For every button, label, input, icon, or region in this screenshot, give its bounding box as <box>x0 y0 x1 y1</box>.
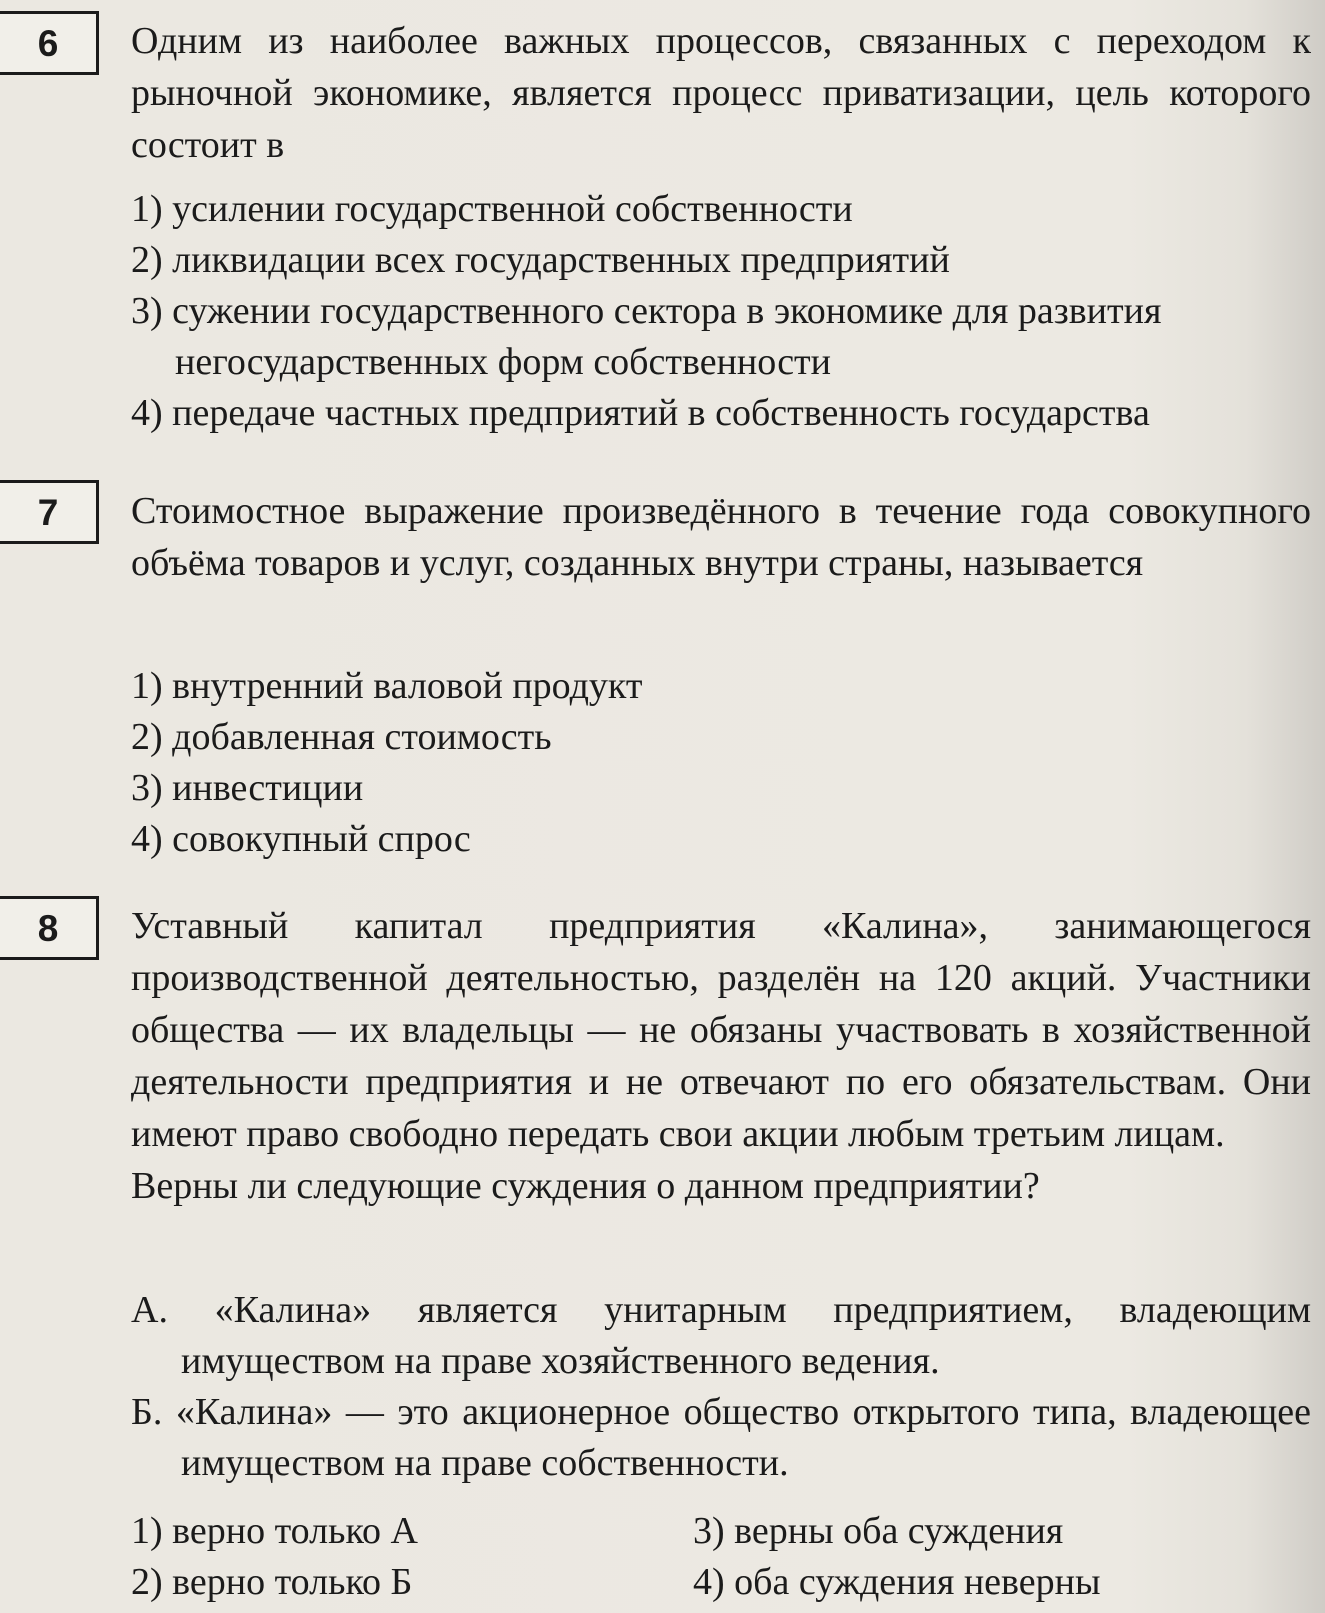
answer-option: 2) ликвидации всех государственных предприятий <box>131 239 950 281</box>
task-number-box <box>0 896 99 960</box>
answer-option: 1) усилении государственной собственности <box>131 188 853 230</box>
answer-options <box>131 184 1311 439</box>
answer-option: 4) совокупный спрос <box>131 818 471 860</box>
question-text: Уставный капитал предприятия «Калина», занимающегося производственной деятельностью, разделён на 120 акций. Участники общества — их владельцы — не обязаны участвовать в хозяйственной деятельности предприятия и не отвечают по его обязательствам. Они имеют право свободно передать свои акции любым третьим лицам. Верны ли следующие суждения о данном предприятии? <box>131 900 1311 1212</box>
answer-option: 3) верны оба суждения <box>693 1510 1064 1552</box>
answer-option: 1) верно только А <box>131 1510 418 1552</box>
task-number-box <box>0 480 99 544</box>
task-number-box <box>0 11 99 75</box>
answer-options <box>131 661 1311 865</box>
answer-option: 2) добавленная стоимость <box>131 716 552 758</box>
answer-option: 3) инвестиции <box>131 767 364 809</box>
statement-a: А. «Калина» является унитарным предприятием, владеющим имуществом на праве хозяйственного ведения. <box>131 1289 1311 1382</box>
answer-option: 2) верно только Б <box>131 1561 413 1603</box>
task-number: 6 <box>37 23 59 64</box>
task-number: 8 <box>37 908 59 949</box>
answer-option: 4) передаче частных предприятий в собственность государства <box>131 392 1150 434</box>
answer-options <box>131 1506 1311 1608</box>
statements <box>131 1285 1311 1489</box>
task-number: 7 <box>37 492 59 533</box>
question-prompt: Верны ли следующие суждения о данном предприятии? <box>131 1165 1040 1207</box>
question-text: Одним из наиболее важных процессов, связанных с переходом к рыночной экономике, является процесс приватизации, цель которого состоит в <box>131 20 1311 166</box>
answer-option: 4) оба суждения неверны <box>693 1561 1101 1603</box>
statement-b: Б. «Калина» — это акционерное общество открытого типа, владеющее имуществом на праве собственности. <box>131 1391 1311 1484</box>
answer-option: 1) внутренний валовой продукт <box>131 665 643 707</box>
answer-option: 3) сужении государственного сектора в экономике для развития негосударственных форм собственности <box>131 290 1162 383</box>
question-text: Стоимостное выражение произведённого в течение года совокупного объёма товаров и услуг, созданных внутри страны, называется <box>131 490 1311 584</box>
